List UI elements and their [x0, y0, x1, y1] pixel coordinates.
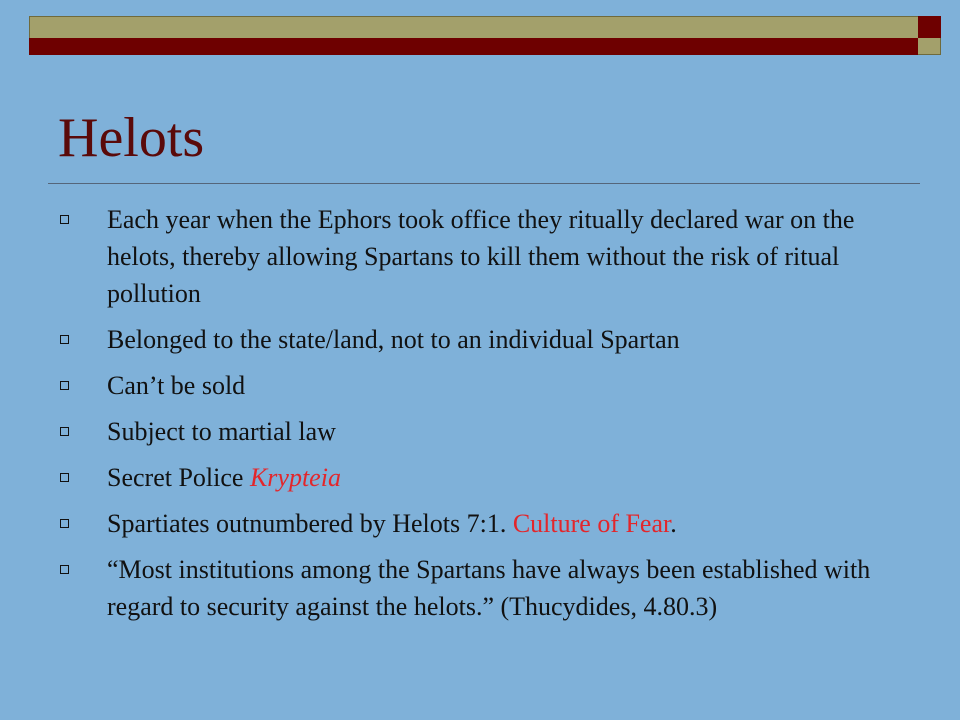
- bullet-text: Belonged to the state/land, not to an individual Spartan: [107, 325, 680, 354]
- square-bullet-icon: [60, 381, 69, 390]
- square-bullet-icon: [60, 427, 69, 436]
- square-bullet-icon: [60, 473, 69, 482]
- title-divider: [48, 183, 920, 184]
- bullet-item: [56, 321, 906, 358]
- decor-bar-red: [29, 38, 918, 55]
- bullet-text: Can’t be sold: [107, 371, 246, 400]
- highlight-term: Krypteia: [249, 463, 341, 492]
- decor-square-olive: [918, 38, 941, 55]
- bullet-text: Each year when the Ephors took office they ritually declared war on the helots, thereby allowing Spartans to kill them without the risk of ritual pollution: [107, 205, 855, 308]
- decor-bar-olive: [29, 16, 919, 39]
- bullet-text-tail: .: [670, 509, 677, 538]
- decor-square-red: [918, 16, 941, 38]
- highlight-term: Culture of Fear: [512, 509, 671, 538]
- slide-title: Helots: [58, 107, 205, 169]
- bullet-item: [56, 413, 906, 450]
- bullet-text: Spartiates outnumbered by Helots 7:1.: [107, 509, 513, 538]
- bullet-list: [56, 201, 906, 634]
- bullet-text: Subject to martial law: [107, 417, 336, 446]
- bullet-text: “Most institutions among the Spartans have always been established with regard to security against the helots.” (Thucydides, 4.80.3): [107, 555, 871, 621]
- bullet-item: [56, 201, 906, 312]
- bullet-item: [56, 459, 906, 496]
- bullet-item: [56, 505, 906, 542]
- bullet-item: [56, 551, 906, 625]
- square-bullet-icon: [60, 519, 69, 528]
- bullet-item: [56, 367, 906, 404]
- square-bullet-icon: [60, 565, 69, 574]
- bullet-text: Secret Police: [107, 463, 250, 492]
- square-bullet-icon: [60, 335, 69, 344]
- square-bullet-icon: [60, 215, 69, 224]
